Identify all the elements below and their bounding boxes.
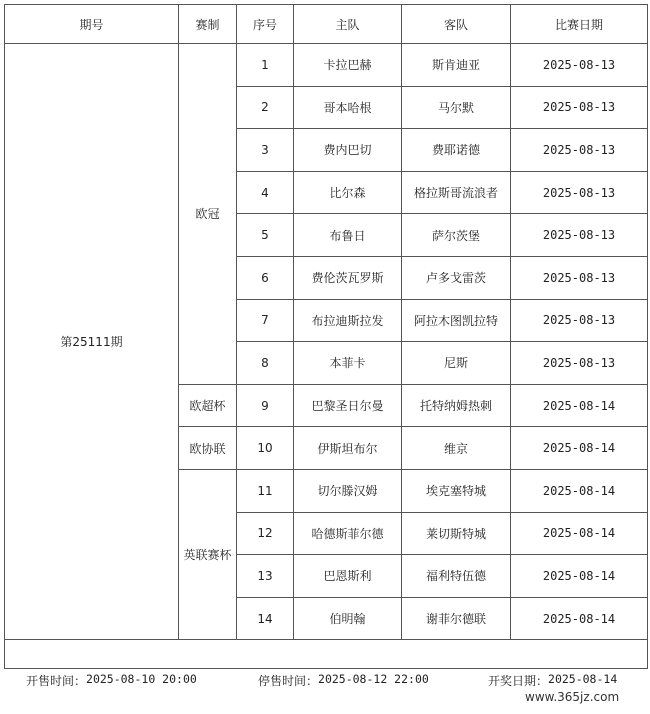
watermark: www.365jz.com xyxy=(525,690,620,704)
home-team: 布鲁日 xyxy=(294,214,402,257)
schedule-table xyxy=(4,4,648,669)
away-team: 尼斯 xyxy=(402,342,511,385)
home-team: 哥本哈根 xyxy=(294,86,402,129)
seq-cell: 1 xyxy=(237,44,294,87)
sale-start-value: 2025-08-10 20:00 xyxy=(86,671,197,686)
seq-cell: 10 xyxy=(237,427,294,470)
seq-cell: 7 xyxy=(237,299,294,342)
match-date: 2025-08-14 xyxy=(511,384,648,427)
header-row xyxy=(5,5,648,44)
sale-stop-label: 停售时间： xyxy=(258,673,319,688)
away-team: 谢菲尔德联 xyxy=(402,597,511,640)
match-date: 2025-08-14 xyxy=(511,512,648,555)
draw-date xyxy=(488,672,617,689)
away-team: 斯肯迪亚 xyxy=(402,44,511,87)
match-date: 2025-08-13 xyxy=(511,342,648,385)
sale-stop xyxy=(258,672,429,689)
home-team: 布拉迪斯拉发 xyxy=(294,299,402,342)
draw-date-label: 开奖日期： xyxy=(488,673,549,688)
away-team: 卢多戈雷茨 xyxy=(402,256,511,299)
home-team: 费伦茨瓦罗斯 xyxy=(294,256,402,299)
seq-cell: 5 xyxy=(237,214,294,257)
seq-cell: 2 xyxy=(237,86,294,129)
draw-date-value: 2025-08-14 xyxy=(548,671,618,686)
away-team: 福利特伍德 xyxy=(402,555,511,598)
away-team: 莱切斯特城 xyxy=(402,512,511,555)
header-competition: 赛制 xyxy=(179,5,237,44)
header-seq: 序号 xyxy=(237,5,294,44)
home-team: 巴恩斯利 xyxy=(294,555,402,598)
competition-uecl: 欧协联 xyxy=(179,427,237,470)
seq-cell: 9 xyxy=(237,384,294,427)
home-team: 比尔森 xyxy=(294,171,402,214)
period-cell: 第25111期 xyxy=(5,44,179,640)
match-date: 2025-08-13 xyxy=(511,171,648,214)
match-date: 2025-08-13 xyxy=(511,86,648,129)
match-date: 2025-08-13 xyxy=(511,299,648,342)
home-team: 伊斯坦布尔 xyxy=(294,427,402,470)
sale-start-label: 开售时间： xyxy=(26,673,87,688)
seq-cell: 6 xyxy=(237,256,294,299)
home-team: 切尔滕汉姆 xyxy=(294,469,402,512)
table-row xyxy=(5,44,648,87)
seq-cell: 8 xyxy=(237,342,294,385)
match-date: 2025-08-14 xyxy=(511,597,648,640)
home-team: 费内巴切 xyxy=(294,129,402,172)
home-team: 伯明翰 xyxy=(294,597,402,640)
sale-stop-value: 2025-08-12 22:00 xyxy=(318,671,429,686)
header-date: 比赛日期 xyxy=(511,5,648,44)
home-team: 哈德斯菲尔德 xyxy=(294,512,402,555)
away-team: 托特纳姆热刺 xyxy=(402,384,511,427)
home-team: 本菲卡 xyxy=(294,342,402,385)
competition-efl-cup: 英联赛杯 xyxy=(179,469,237,639)
match-date: 2025-08-13 xyxy=(511,256,648,299)
seq-cell: 4 xyxy=(237,171,294,214)
home-team: 巴黎圣日尔曼 xyxy=(294,384,402,427)
header-period: 期号 xyxy=(5,5,179,44)
match-date: 2025-08-13 xyxy=(511,214,648,257)
away-team: 费耶诺德 xyxy=(402,129,511,172)
blank-cell xyxy=(5,640,648,669)
header-home: 主队 xyxy=(294,5,402,44)
away-team: 维京 xyxy=(402,427,511,470)
sale-start xyxy=(26,672,197,689)
blank-row xyxy=(5,640,648,669)
header-away: 客队 xyxy=(402,5,511,44)
sale-info-footer xyxy=(4,669,647,691)
away-team: 格拉斯哥流浪者 xyxy=(402,171,511,214)
seq-cell: 11 xyxy=(237,469,294,512)
seq-cell: 3 xyxy=(237,129,294,172)
away-team: 萨尔茨堡 xyxy=(402,214,511,257)
match-date: 2025-08-14 xyxy=(511,555,648,598)
away-team: 阿拉木图凯拉特 xyxy=(402,299,511,342)
home-team: 卡拉巴赫 xyxy=(294,44,402,87)
seq-cell: 12 xyxy=(237,512,294,555)
match-date: 2025-08-13 xyxy=(511,129,648,172)
match-date: 2025-08-14 xyxy=(511,427,648,470)
match-date: 2025-08-14 xyxy=(511,469,648,512)
competition-ucl: 欧冠 xyxy=(179,44,237,385)
away-team: 埃克塞特城 xyxy=(402,469,511,512)
away-team: 马尔默 xyxy=(402,86,511,129)
seq-cell: 13 xyxy=(237,555,294,598)
match-date: 2025-08-13 xyxy=(511,44,648,87)
seq-cell: 14 xyxy=(237,597,294,640)
competition-super-cup: 欧超杯 xyxy=(179,384,237,427)
